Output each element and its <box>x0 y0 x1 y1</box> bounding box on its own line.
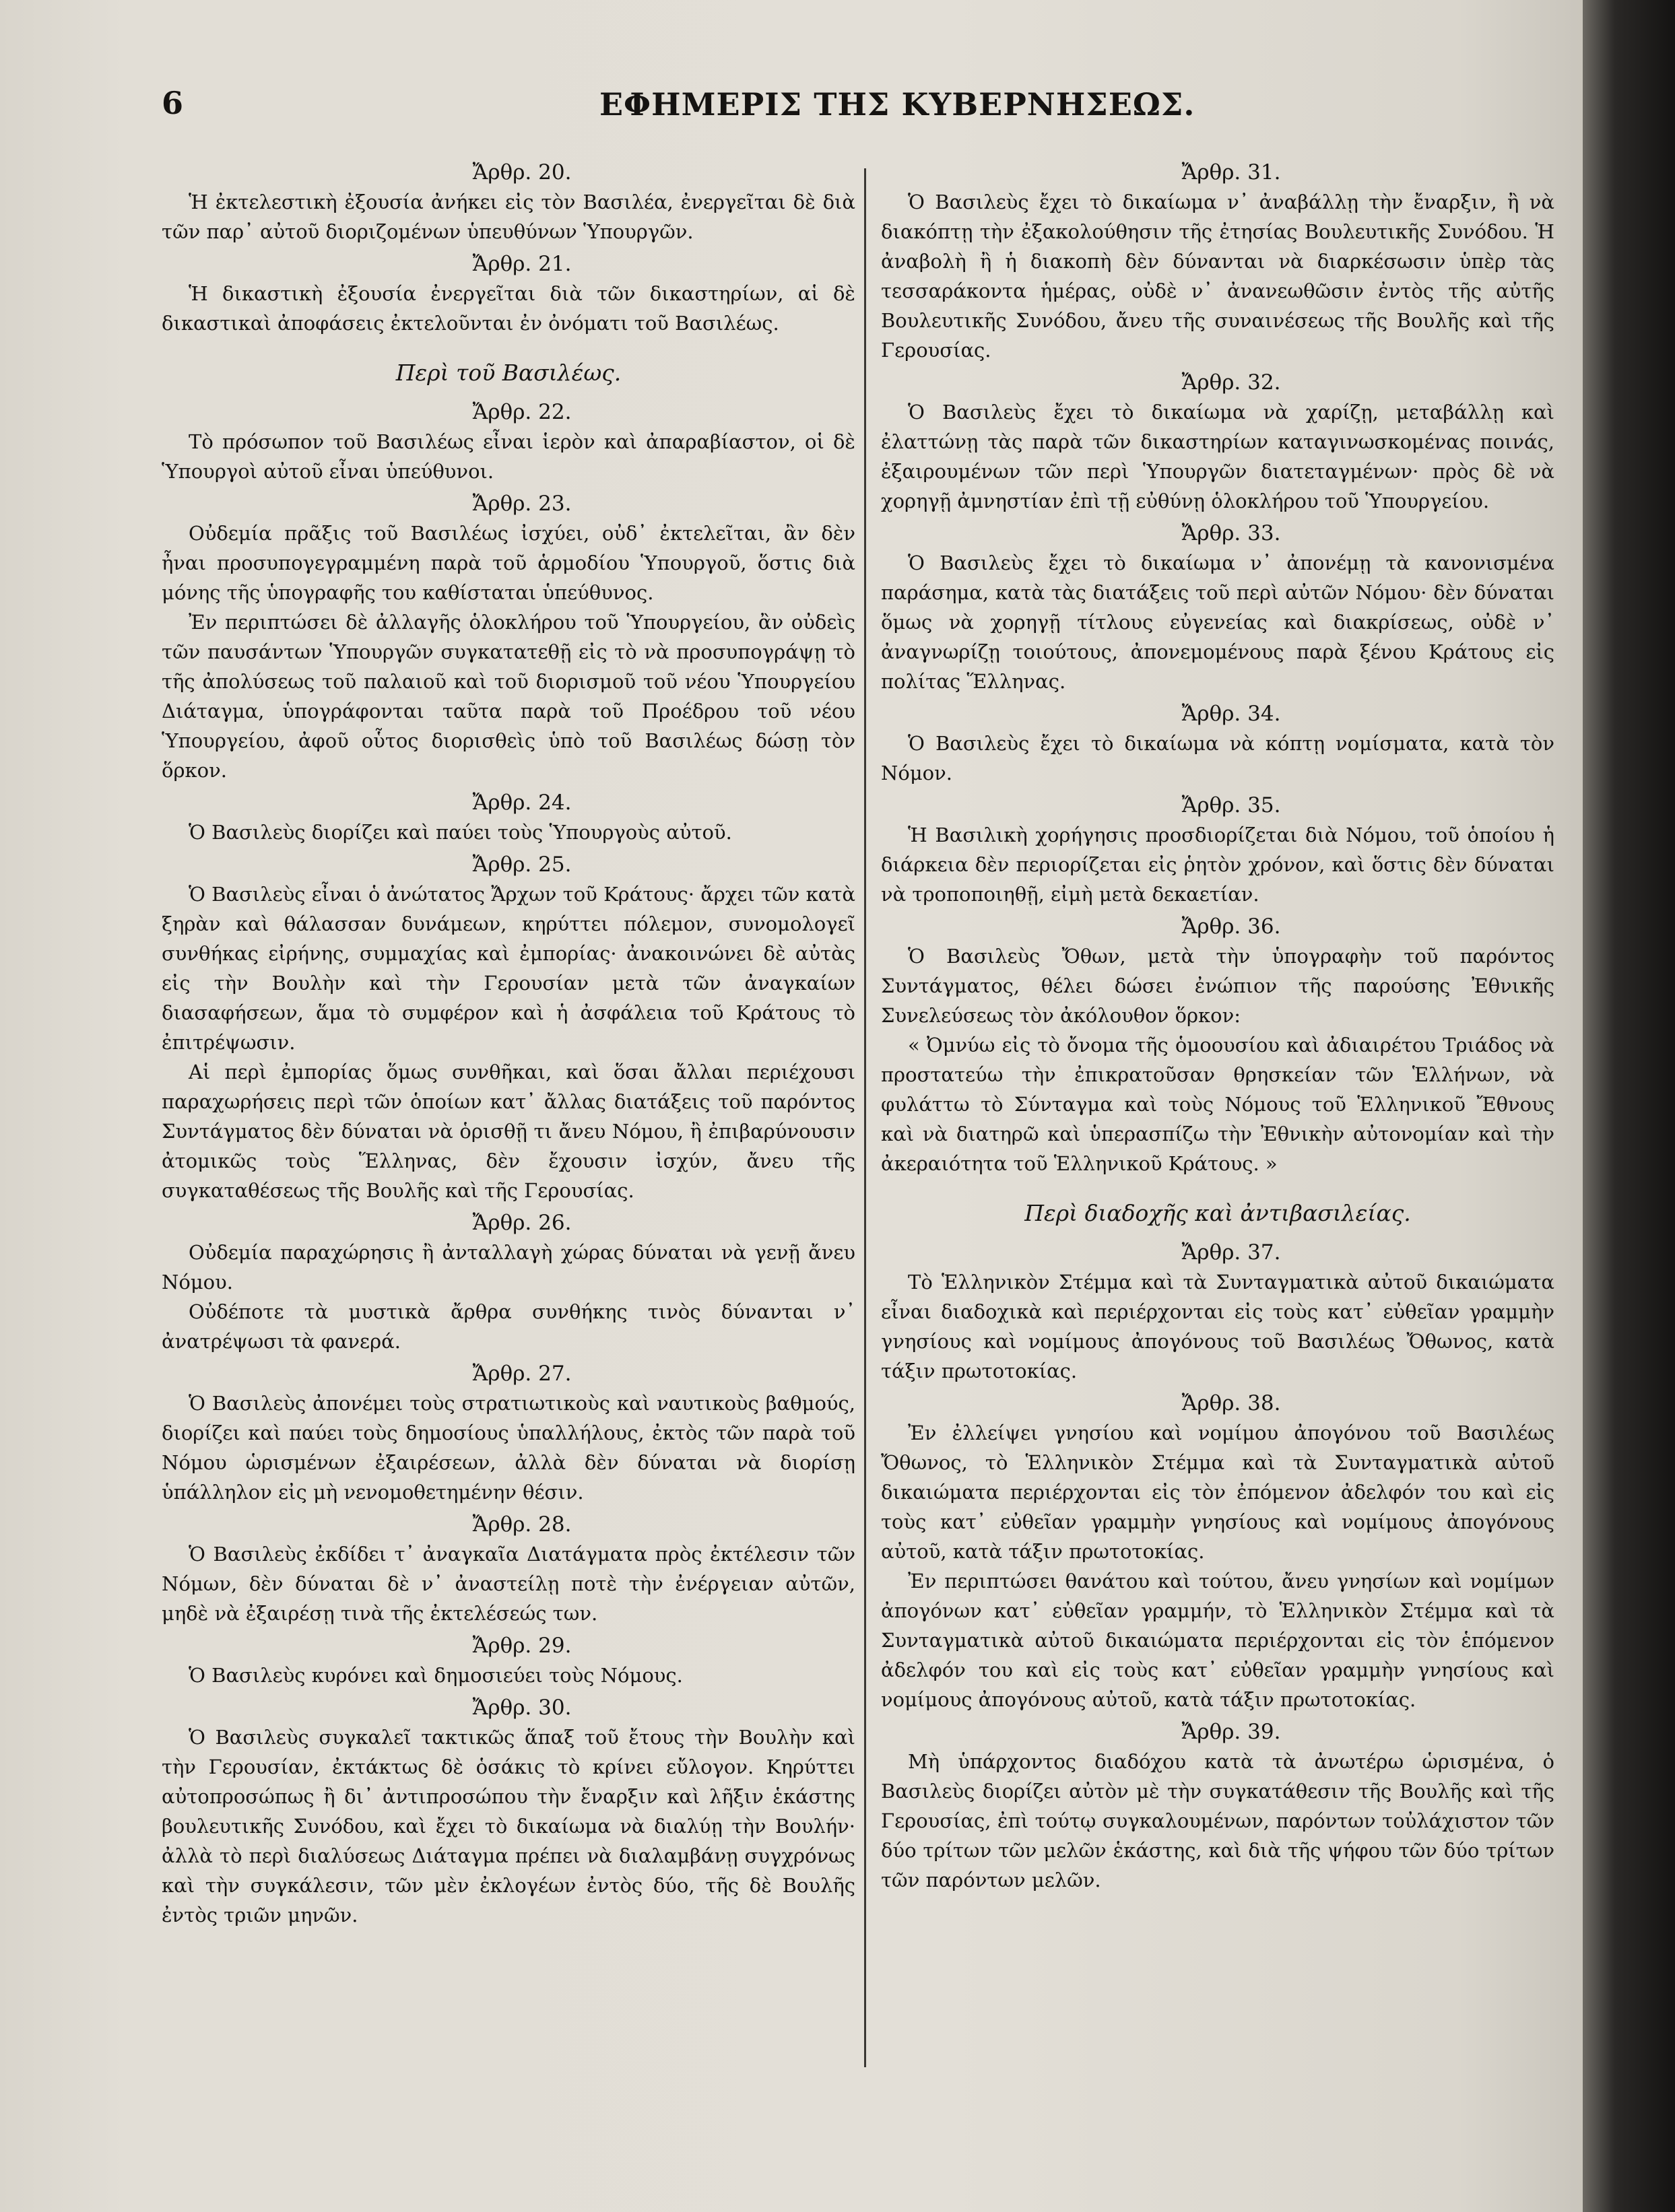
article-paragraph: Τὸ Ἑλληνικὸν Στέμμα καὶ τὰ Συνταγματικὰ αὐτοῦ δικαιώματα εἶναι διαδοχικὰ καὶ περιέρχονται εἰς τοὺς κατ᾿ εὐθεῖαν γραμμὴν γνησίους καὶ νομίμους ἀπογόνους τοῦ Βασιλέως Ὄθωνος, κατὰ τάξιν πρωτοτοκίας. <box>881 1271 1554 1382</box>
right-column <box>881 155 1554 1895</box>
section-heading: Περὶ τοῦ Βασιλέως. <box>395 360 622 386</box>
article-heading: Ἄρθρ. 25. <box>472 852 572 877</box>
article-paragraph: Ὁ Βασιλεὺς κυρόνει καὶ δημοσιεύει τοὺς Νόμους. <box>189 1664 683 1687</box>
article-paragraph: Ὁ Βασιλεὺς συγκαλεῖ τακτικῶς ἅπαξ τοῦ ἔτους τὴν Βουλὴν καὶ τὴν Γερουσίαν, ἐκτάκτως δὲ ὁσάκις τὸ κρίνει εὔλογον. Κηρύττει αὐτοπροσώπως ἢ δι᾿ ἀντιπροσώπου τὴν ἔναρξιν καὶ λῆξιν ἑκάστης βουλευτικῆς Συνόδου, καὶ ἔχει τὸ δικαίωμα νὰ διαλύῃ τὴν Βουλήν· ἀλλὰ τὸ περὶ διαλύσεως Διάταγμα πρέπει νὰ διαλαμβάνῃ συγχρόνως καὶ τὴν συγκάλεσιν, τῶν μὲν ἐκλογέων ἐντὸς δύο, τῆς δὲ Βουλῆς ἐντὸς τριῶν μηνῶν. <box>162 1726 855 1926</box>
article-paragraph: Ἐν ἐλλείψει γνησίου καὶ νομίμου ἀπογόνου τοῦ Βασιλέως Ὄθωνος, τὸ Ἑλληνικὸν Στέμμα καὶ τὰ Συνταγματικὰ αὐτοῦ δικαιώματα περιέρχονται εἰς τὸν ἐπόμενον ἀδελφόν του καὶ εἰς τοὺς κατ᾿ εὐθεῖαν γραμμὴν γνησίους καὶ νομίμους ἀπογόνους αὐτοῦ, κατὰ τάξιν πρωτοτοκίας. <box>881 1421 1554 1563</box>
section-heading: Περὶ διαδοχῆς καὶ ἀντιβασιλείας. <box>1024 1200 1411 1226</box>
article-heading: Ἄρθρ. 22. <box>472 400 572 424</box>
article-paragraph: Τὸ πρόσωπον τοῦ Βασιλέως εἶναι ἱερὸν καὶ ἀπαραβίαστον, οἱ δὲ Ὑπουργοὶ αὐτοῦ εἶναι ὑπεύθυνοι. <box>162 430 855 483</box>
oath-text: « Ὀμνύω εἰς τὸ ὄνομα τῆς ὁμοουσίου καὶ ἀδιαιρέτου Τριάδος νὰ προστατεύω τὴν ἐπικρατοῦσαν θρησκείαν τῶν Ἑλλήνων, νὰ φυλάττω τὸ Σύνταγμα καὶ τοὺς Νόμους τοῦ Ἑλληνικοῦ Ἔθνους καὶ νὰ διατηρῶ καὶ ὑπερασπίζω τὴν Ἐθνικὴν αὐτονομίαν καὶ τὴν ἀκεραιότητα τοῦ Ἑλληνικοῦ Κράτους. » <box>881 1034 1554 1175</box>
article-heading: Ἄρθρ. 32. <box>1181 370 1281 395</box>
article-heading: Ἄρθρ. 37. <box>1181 1240 1281 1265</box>
article-heading: Ἄρθρ. 35. <box>1181 793 1281 817</box>
article-paragraph: Ἡ δικαστικὴ ἐξουσία ἐνεργεῖται διὰ τῶν δικαστηρίων, αἱ δὲ δικαστικαὶ ἀποφάσεις ἐκτελοῦνται ἐν ὀνόματι τοῦ Βασιλέως. <box>162 282 855 335</box>
article-paragraph: Ἡ ἐκτελεστικὴ ἐξουσία ἀνήκει εἰς τὸν Βασιλέα, ἐνεργεῖται δὲ διὰ τῶν παρ᾿ αὐτοῦ διοριζομένων ὑπευθύνων Ὑπουργῶν. <box>162 191 855 243</box>
article-heading: Ἄρθρ. 30. <box>472 1696 572 1720</box>
article-heading: Ἄρθρ. 28. <box>472 1512 572 1537</box>
article-paragraph: Ἐν περιπτώσει θανάτου καὶ τούτου, ἄνευ γνησίων καὶ νομίμων ἀπογόνων κατ᾿ εὐθεῖαν γραμμήν, τὸ Ἑλληνικὸν Στέμμα καὶ τὰ Συνταγματικὰ αὐτοῦ δικαιώματα περιέρχονται εἰς τὸν ἑπόμενον ἀδελφόν του καὶ εἰς τοὺς κατ᾿ εὐθεῖαν γραμμὴν γνησίους καὶ νομίμους ἀπογόνους αὐτοῦ, κατὰ τάξιν πρωτοτοκίας. <box>881 1570 1554 1711</box>
page-header <box>162 79 1293 133</box>
article-paragraph: Ὁ Βασιλεὺς ἀπονέμει τοὺς στρατιωτικοὺς καὶ ναυτικοὺς βαθμούς, διορίζει καὶ παύει τοὺς δημοσίους ὑπαλλήλους, ἐκτὸς τῶν παρὰ τοῦ Νόμου ὡρισμένων ἐξαιρέσεων, ἀλλὰ δὲν δύναται νὰ διορίσῃ ὑπάλληλον εἰς μὴ νενομοθετημένην θέσιν. <box>162 1392 855 1504</box>
article-heading: Ἄρθρ. 26. <box>472 1211 572 1235</box>
article-heading: Ἄρθρ. 20. <box>472 160 572 185</box>
article-paragraph: Ὁ Βασιλεὺς ἐκδίδει τ᾿ ἀναγκαῖα Διατάγματα πρὸς ἐκτέλεσιν τῶν Νόμων, δὲν δύναται δὲ ν᾿ ἀναστείλῃ ποτὲ τὴν ἐνέργειαν αὐτῶν, μηδὲ νὰ ἐξαιρέσῃ τινὰ τῆς ἐκτελέσεώς των. <box>162 1543 855 1625</box>
article-heading: Ἄρθρ. 24. <box>472 791 572 815</box>
article-paragraph: Ὁ Βασιλεὺς διορίζει καὶ παύει τοὺς Ὑπουργοὺς αὐτοῦ. <box>189 821 732 844</box>
column-divider <box>864 168 866 2067</box>
article-paragraph: Οὐδεμία πρᾶξις τοῦ Βασιλέως ἰσχύει, οὐδ᾿ ἐκτελεῖται, ἂν δὲν ἦναι προσυπογεγραμμένη παρὰ τοῦ ἁρμοδίου Ὑπουργοῦ, ὅστις διὰ μόνης τῆς ὑπογραφῆς του καθίσταται ὑπεύθυνος. <box>162 522 855 604</box>
article-heading: Ἄρθρ. 27. <box>472 1362 572 1386</box>
article-heading: Ἄρθρ. 34. <box>1181 702 1281 726</box>
article-paragraph: Μὴ ὑπάρχοντος διαδόχου κατὰ τὰ ἀνωτέρω ὡρισμένα, ὁ Βασιλεὺς διορίζει αὐτὸν μὲ τὴν συγκατάθεσιν τῆς Βουλῆς καὶ τῆς Γερουσίας, ἐπὶ τούτῳ συγκαλουμένων, παρόντων τοὐλάχιστον τῶν δύο τρίτων τῶν μελῶν ἑκάστης, καὶ διὰ τῆς ψήφου τῶν δύο τρίτων τῶν παρόντων μελῶν. <box>881 1750 1554 1891</box>
article-heading: Ἄρθρ. 31. <box>1181 160 1281 185</box>
book-spine-shadow <box>1583 0 1675 2212</box>
article-paragraph: Ἐν περιπτώσει δὲ ἀλλαγῆς ὁλοκλήρου τοῦ Ὑπουργείου, ἂν οὐδεὶς τῶν παυσάντων Ὑπουργῶν συγκατατεθῇ εἰς τὸ νὰ προσυπογράψῃ τὸ τῆς ἀπολύσεως τοῦ παλαιοῦ καὶ τοῦ διορισμοῦ τοῦ νέου Ὑπουργείου Διάταγμα, ὑπογράφονται ταῦτα παρὰ τοῦ Προέδρου τοῦ νέου Ὑπουργείου, ἀφοῦ οὗτος διορισθεὶς ὑπὸ τοῦ Βασιλέως δώσῃ τὸν ὅρκον. <box>162 611 855 782</box>
article-paragraph: Ὁ Βασιλεὺς ἔχει τὸ δικαίωμα νὰ χαρίζῃ, μεταβάλλῃ καὶ ἐλαττώνῃ τὰς παρὰ τῶν δικαστηρίων καταγινωσκομένας ποινάς, ἐξαιρουμένων τῶν περὶ Ὑπουργῶν διατεταγμένων· πρὸς δὲ νὰ χορηγῇ ἀμνηστίαν ἐπὶ τῇ εὐθύνῃ ὁλοκλήρου τοῦ Ὑπουργείου. <box>881 401 1554 512</box>
article-paragraph: Οὐδέποτε τὰ μυστικὰ ἄρθρα συνθήκης τινὸς δύνανται ν᾿ ἀνατρέψωσι τὰ φανερά. <box>162 1300 855 1353</box>
left-column <box>162 155 855 1930</box>
article-heading: Ἄρθρ. 29. <box>472 1634 572 1658</box>
masthead-title: ΕΦΗΜΕΡΙΣ ΤΗΣ ΚΥΒΕΡΝΗΣΕΩΣ. <box>599 86 1195 123</box>
article-heading: Ἄρθρ. 23. <box>472 492 572 516</box>
article-heading: Ἄρθρ. 38. <box>1181 1391 1281 1415</box>
article-paragraph: Ἡ Βασιλικὴ χορήγησις προσδιορίζεται διὰ Νόμου, τοῦ ὁποίου ἡ διάρκεια δὲν περιορίζεται εἰς ῥητὸν χρόνον, καὶ ὅστις δὲν δύναται νὰ τροποποιηθῇ, εἰμὴ μετὰ δεκαετίαν. <box>881 824 1554 906</box>
article-paragraph: Ὁ Βασιλεὺς ἔχει τὸ δικαίωμα ν᾿ ἀναβάλλῃ τὴν ἔναρξιν, ἢ νὰ διακόπτῃ τὴν ἐξακολούθησιν τῆς ἐτησίας Βουλευτικῆς Συνόδου. Ἡ ἀναβολὴ ἢ ἡ διακοπὴ δὲν δύνανται νὰ διαρκέσωσιν ὑπὲρ τὰς τεσσαράκοντα ἡμέρας, οὐδὲ ν᾿ ἀνανεωθῶσιν ἐντὸς τῆς αὐτῆς Βουλευτικῆς Συνόδου, ἄνευ τῆς συναινέσεως τῆς Βουλῆς καὶ τῆς Γερουσίας. <box>881 191 1554 362</box>
article-heading: Ἄρθρ. 33. <box>1181 521 1281 545</box>
article-paragraph: Ὁ Βασιλεὺς ἔχει τὸ δικαίωμα νὰ κόπτῃ νομίσματα, κατὰ τὸν Νόμον. <box>881 732 1554 784</box>
article-paragraph: Ὁ Βασιλεὺς ἔχει τὸ δικαίωμα ν᾿ ἀπονέμῃ τὰ κανονισμένα παράσημα, κατὰ τὰς διατάξεις τοῦ περὶ αὐτῶν Νόμου· δὲν δύναται ὅμως νὰ χορηγῇ τίτλους εὐγενείας καὶ διακρίσεως, οὐδὲ ν᾿ ἀναγνωρίζῃ τοιούτους, ἀπονεμομένους παρὰ ξένου Κράτους εἰς πολίτας Ἕλληνας. <box>881 551 1554 693</box>
article-heading: Ἄρθρ. 36. <box>1181 914 1281 939</box>
article-paragraph: Ὁ Βασιλεὺς Ὄθων, μετὰ τὴν ὑπογραφὴν τοῦ παρόντος Συντάγματος, θέλει δώσει ἐνώπιον τῆς παρούσης Ἐθνικῆς Συνελεύσεως τὸν ἀκόλουθον ὅρκον: <box>881 945 1554 1027</box>
article-paragraph: Αἱ περὶ ἐμπορίας ὅμως συνθῆκαι, καὶ ὅσαι ἄλλαι περιέχουσι παραχωρήσεις περὶ τῶν ὁποίων κατ᾿ ἄλλας διατάξεις τοῦ παρόντος Συντάγματος δὲν δύναται νὰ ὁρισθῇ τι ἄνευ Νόμου, ἢ ἐπιβαρύνουσιν ἀτομικῶς τοὺς Ἕλληνας, δὲν ἔχουσιν ἰσχύν, ἄνευ τῆς συγκαταθέσεως τῆς Βουλῆς καὶ τῆς Γερουσίας. <box>162 1061 855 1202</box>
article-paragraph: Ὁ Βασιλεὺς εἶναι ὁ ἀνώτατος Ἄρχων τοῦ Κράτους· ἄρχει τῶν κατὰ ξηρὰν καὶ θάλασσαν δυνάμεων, κηρύττει πόλεμον, συνομολογεῖ συνθήκας εἰρήνης, συμμαχίας καὶ ἐμπορίας· ἀνακοινώνει δὲ αὐτὰς εἰς τὴν Βουλὴν καὶ τὴν Γερουσίαν μετὰ τῶν ἀναγκαίων διασαφήσεων, ἅμα τὸ συμφέρον καὶ ἡ ἀσφάλεια τοῦ Κράτους τὸ ἐπιτρέψωσιν. <box>162 883 855 1054</box>
page-number: 6 <box>162 85 184 121</box>
article-heading: Ἄρθρ. 21. <box>472 252 572 276</box>
article-paragraph: Οὐδεμία παραχώρησις ἢ ἀνταλλαγὴ χώρας δύναται νὰ γενῇ ἄνευ Νόμου. <box>162 1241 855 1294</box>
article-heading: Ἄρθρ. 39. <box>1181 1720 1281 1744</box>
